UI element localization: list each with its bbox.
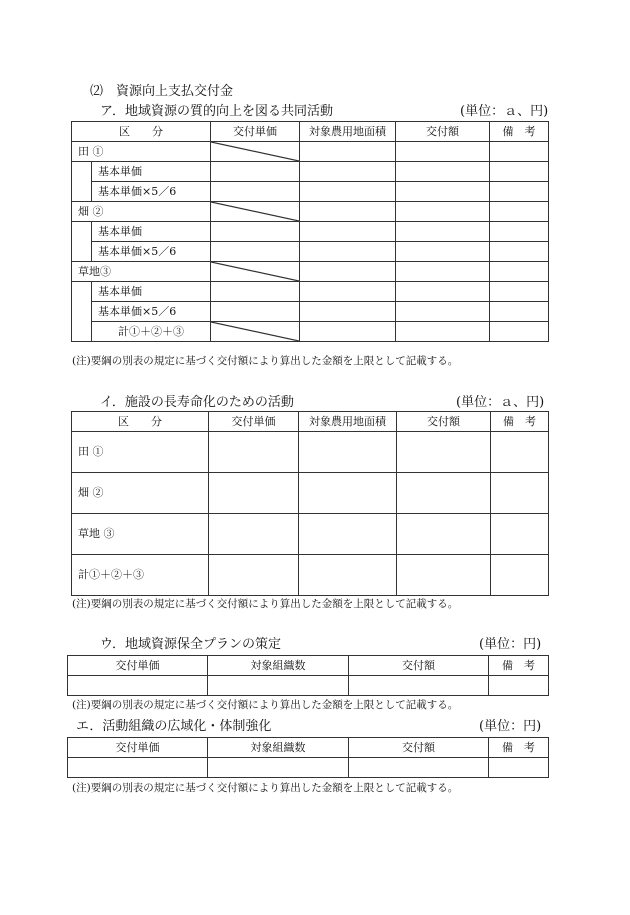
header-cell: 交付額 bbox=[397, 412, 491, 432]
header-cell: 交付額 bbox=[349, 738, 489, 758]
header-cell: 対象組織数 bbox=[208, 656, 349, 676]
row-label: 基本単価×5／6 bbox=[92, 182, 211, 202]
section-a-title: ア．地域資源の質的向上を図る共同活動 bbox=[100, 104, 333, 119]
row-label: 田 ① bbox=[72, 142, 211, 162]
note-u: (注)要綱の別表の規定に基づく交付額により算出した金額を上限として記載する。 bbox=[72, 699, 459, 711]
data-cell bbox=[490, 242, 549, 262]
data-cell bbox=[490, 182, 549, 202]
table-row-total bbox=[72, 322, 549, 342]
header-cell: 区 分 bbox=[72, 122, 211, 142]
table-row bbox=[72, 142, 549, 162]
data-cell bbox=[300, 182, 396, 202]
table-u bbox=[67, 655, 549, 696]
data-cell bbox=[397, 432, 491, 473]
indent-cell bbox=[72, 242, 92, 262]
row-label: 草地③ bbox=[72, 262, 211, 282]
diagonal-cell bbox=[211, 202, 300, 222]
indent-cell bbox=[72, 162, 92, 182]
section-i-title: イ．施設の長寿命化のための活動 bbox=[100, 395, 294, 410]
note-a: (注)要綱の別表の規定に基づく交付額により算出した金額を上限として記載する。 bbox=[72, 355, 459, 367]
row-label: 畑 ② bbox=[72, 202, 211, 222]
section-u-unit: (単位：円) bbox=[479, 637, 542, 652]
table-row bbox=[72, 242, 549, 262]
table-e bbox=[67, 737, 549, 778]
table-a-header-row bbox=[72, 122, 549, 142]
data-cell bbox=[489, 758, 549, 778]
table-u-header-row bbox=[68, 656, 549, 676]
table-row-total bbox=[72, 555, 549, 596]
row-label: 基本単価 bbox=[92, 222, 211, 242]
data-cell bbox=[491, 473, 549, 514]
header-cell: 区 分 bbox=[72, 412, 209, 432]
row-label: 基本単価×5／6 bbox=[92, 242, 211, 262]
data-cell bbox=[300, 322, 396, 342]
row-label: 基本単価 bbox=[92, 282, 211, 302]
table-row bbox=[68, 758, 549, 778]
data-cell bbox=[209, 473, 299, 514]
data-cell bbox=[490, 282, 549, 302]
header-cell: 対象農用地面積 bbox=[299, 412, 397, 432]
diagonal-cell bbox=[211, 262, 300, 282]
table-i bbox=[71, 411, 549, 596]
data-cell bbox=[349, 676, 489, 696]
table-row bbox=[72, 302, 549, 322]
section-u-title: ウ．地域資源保全プランの策定 bbox=[100, 637, 281, 652]
data-cell bbox=[68, 676, 208, 696]
data-cell bbox=[211, 302, 300, 322]
table-row bbox=[72, 182, 549, 202]
indent-cell bbox=[72, 302, 92, 322]
data-cell bbox=[209, 514, 299, 555]
table-row bbox=[72, 473, 549, 514]
data-cell bbox=[299, 432, 397, 473]
table-row bbox=[68, 676, 549, 696]
data-cell bbox=[349, 758, 489, 778]
note-e: (注)要綱の別表の規定に基づく交付額により算出した金額を上限として記載する。 bbox=[72, 782, 459, 794]
section-heading: ⑵ 資源向上支払交付金 bbox=[90, 84, 234, 99]
row-label: 計①＋②＋③ bbox=[72, 555, 209, 596]
data-cell bbox=[490, 262, 549, 282]
data-cell bbox=[211, 222, 300, 242]
data-cell bbox=[211, 182, 300, 202]
data-cell bbox=[396, 142, 490, 162]
header-cell: 交付単価 bbox=[211, 122, 300, 142]
header-cell: 備 考 bbox=[491, 412, 549, 432]
data-cell bbox=[396, 282, 490, 302]
data-cell bbox=[211, 282, 300, 302]
header-cell: 交付単価 bbox=[68, 738, 208, 758]
data-cell bbox=[490, 322, 549, 342]
section-e-unit: (単位：円) bbox=[479, 719, 542, 734]
data-cell bbox=[211, 242, 300, 262]
indent-cell bbox=[72, 182, 92, 202]
header-cell: 対象農用地面積 bbox=[300, 122, 396, 142]
header-cell: 備 考 bbox=[489, 656, 549, 676]
section-e-title: エ．活動組織の広域化・体制強化 bbox=[76, 719, 272, 734]
data-cell bbox=[491, 555, 549, 596]
indent-cell bbox=[72, 282, 92, 302]
data-cell bbox=[299, 555, 397, 596]
row-label: 計①＋②＋③ bbox=[92, 322, 211, 342]
table-row bbox=[72, 202, 549, 222]
data-cell bbox=[209, 432, 299, 473]
header-cell: 備 考 bbox=[490, 122, 549, 142]
header-cell: 備 考 bbox=[489, 738, 549, 758]
data-cell bbox=[300, 222, 396, 242]
table-row bbox=[72, 432, 549, 473]
data-cell bbox=[396, 322, 490, 342]
table-a bbox=[71, 121, 549, 342]
data-cell bbox=[396, 242, 490, 262]
data-cell bbox=[491, 432, 549, 473]
data-cell bbox=[300, 262, 396, 282]
section-a-unit: (単位：ａ、円) bbox=[460, 104, 549, 119]
header-cell: 交付額 bbox=[349, 656, 489, 676]
data-cell bbox=[299, 514, 397, 555]
data-cell bbox=[396, 182, 490, 202]
data-cell bbox=[490, 162, 549, 182]
data-cell bbox=[396, 222, 490, 242]
data-cell bbox=[208, 676, 349, 696]
data-cell bbox=[490, 202, 549, 222]
data-cell bbox=[396, 262, 490, 282]
data-cell bbox=[397, 555, 491, 596]
data-cell bbox=[397, 514, 491, 555]
data-cell bbox=[396, 162, 490, 182]
row-label: 田 ① bbox=[72, 432, 209, 473]
data-cell bbox=[490, 222, 549, 242]
header-cell: 交付額 bbox=[396, 122, 490, 142]
table-i-header-row bbox=[72, 412, 549, 432]
data-cell bbox=[300, 202, 396, 222]
data-cell bbox=[299, 473, 397, 514]
data-cell bbox=[490, 302, 549, 322]
data-cell bbox=[211, 162, 300, 182]
table-e-header-row bbox=[68, 738, 549, 758]
data-cell bbox=[300, 242, 396, 262]
table-row bbox=[72, 514, 549, 555]
data-cell bbox=[397, 473, 491, 514]
row-label: 畑 ② bbox=[72, 473, 209, 514]
indent-cell bbox=[72, 322, 92, 342]
data-cell bbox=[300, 162, 396, 182]
data-cell bbox=[300, 142, 396, 162]
table-row bbox=[72, 222, 549, 242]
diagonal-cell bbox=[211, 322, 300, 342]
row-label: 基本単価×5／6 bbox=[92, 302, 211, 322]
section-i-unit: (単位：ａ、円) bbox=[456, 395, 545, 410]
header-cell: 交付単価 bbox=[209, 412, 299, 432]
table-row bbox=[72, 262, 549, 282]
data-cell bbox=[300, 302, 396, 322]
data-cell bbox=[208, 758, 349, 778]
row-label: 草地 ③ bbox=[72, 514, 209, 555]
row-label: 基本単価 bbox=[92, 162, 211, 182]
data-cell bbox=[490, 142, 549, 162]
data-cell bbox=[68, 758, 208, 778]
header-cell: 交付単価 bbox=[68, 656, 208, 676]
data-cell bbox=[396, 202, 490, 222]
header-cell: 対象組織数 bbox=[208, 738, 349, 758]
table-row bbox=[72, 282, 549, 302]
note-i: (注)要綱の別表の規定に基づく交付額により算出した金額を上限として記載する。 bbox=[72, 598, 459, 610]
table-row bbox=[72, 162, 549, 182]
data-cell bbox=[396, 302, 490, 322]
data-cell bbox=[300, 282, 396, 302]
data-cell bbox=[489, 676, 549, 696]
data-cell bbox=[491, 514, 549, 555]
diagonal-cell bbox=[211, 142, 300, 162]
data-cell bbox=[209, 555, 299, 596]
indent-cell bbox=[72, 222, 92, 242]
